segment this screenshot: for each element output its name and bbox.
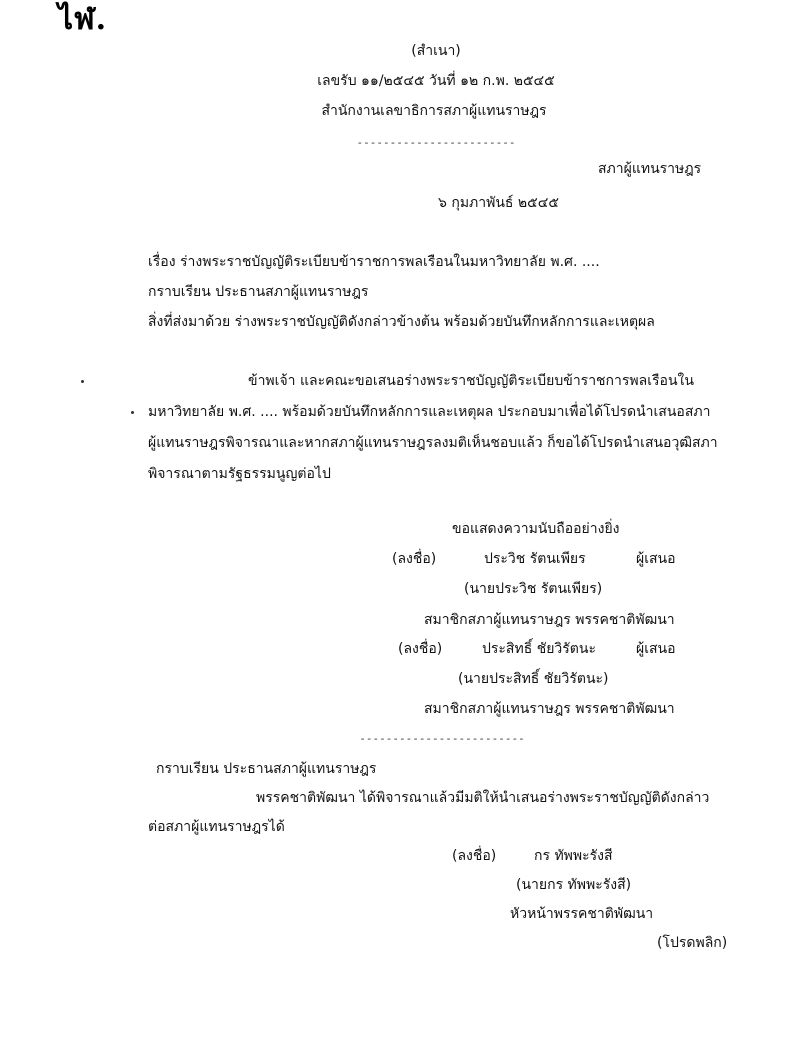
section2-salutation: กราบเรียน ประธานสภาผู้แทนราษฎร [156,761,377,777]
corner-handwritten-mark: ไฬ. [58,2,108,37]
receipt-number: เลขรับ ๑๑/๒๕๔๕ วันที่ ๑๒ ก.พ. ๒๕๔๕ [317,73,555,89]
signer-1-name: ประวิช รัตนเพียร [484,551,586,567]
header-divider: ------------------------ [356,136,516,149]
scan-speck [131,411,134,414]
signer-2-sign-label: (ลงชื่อ) [398,641,443,657]
body-line-1: ข้าพเจ้า และคณะขอเสนอร่างพระราชบัญญัติระเบียบข้าราชการพลเรือนใน [248,373,694,389]
salutation: กราบเรียน ประธานสภาผู้แทนราษฎร [148,284,369,300]
copy-label: (สำเนา) [411,43,461,59]
body-line-4: พิจารณาตามรัฐธรรมนูญต่อไป [148,466,331,482]
section2-line-2: ต่อสภาผู้แทนราษฎรได้ [148,819,285,835]
party-leader-position: หัวหน้าพรรคชาติพัฒนา [510,906,654,922]
signer-2-full-name: (นายประสิทธิ์ ชัยวิรัตนะ) [458,671,609,687]
body-line-3: ผู้แทนราษฎรพิจารณาและหากสภาผู้แทนราษฎรลงมติเห็นชอบแล้ว ก็ขอได้โปรดนำเสนอวุฒิสภา [148,435,718,451]
signer-2-position: สมาชิกสภาผู้แทนราษฎร พรรคชาติพัฒนา [424,701,675,717]
section-divider: ------------------------- [359,732,525,745]
signer-2-role: ผู้เสนอ [636,641,676,657]
please-turn-over: (โปรดพลิก) [657,935,728,951]
body-line-2: มหาวิทยาลัย พ.ศ. .... พร้อมด้วยบันทึกหลักการและเหตุผล ประกอบมาเพื่อได้โปรดนำเสนอสภา [148,404,711,420]
section2-line-1: พรรคชาติพัฒนา ได้พิจารณาแล้วมีมติให้นำเสนอร่างพระราชบัญญัติดังกล่าว [256,790,710,806]
scan-speck [81,380,84,383]
enclosure-line: สิ่งที่ส่งมาด้วย ร่างพระราชบัญญัติดังกล่าวข้างต้น พร้อมด้วยบันทึกหลักการและเหตุผล [148,314,655,330]
secretariat-office: สำนักงานเลขาธิการสภาผู้แทนราษฎร [321,103,547,119]
party-leader-sign-label: (ลงชื่อ) [452,848,497,864]
subject-line: เรื่อง ร่างพระราชบัญญัติระเบียบข้าราชการพลเรือนในมหาวิทยาลัย พ.ศ. .... [148,254,600,270]
signer-2-name: ประสิทธิ์ ชัยวิรัตนะ [482,641,596,657]
signer-1-sign-label: (ลงชื่อ) [392,551,437,567]
party-leader-name: กร ทัพพะรังสี [534,848,613,864]
signer-1-position: สมาชิกสภาผู้แทนราษฎร พรรคชาติพัฒนา [424,612,675,628]
party-leader-full-name: (นายกร ทัพพะรังสี) [516,877,632,893]
signer-1-full-name: (นายประวิช รัตนเพียร) [464,581,603,597]
document-date: ๖ กุมภาพันธ์ ๒๕๔๕ [438,195,559,211]
closing: ขอแสดงความนับถืออย่างยิ่ง [452,521,620,537]
signer-1-role: ผู้เสนอ [636,551,676,567]
place: สภาผู้แทนราษฎร [598,161,702,177]
